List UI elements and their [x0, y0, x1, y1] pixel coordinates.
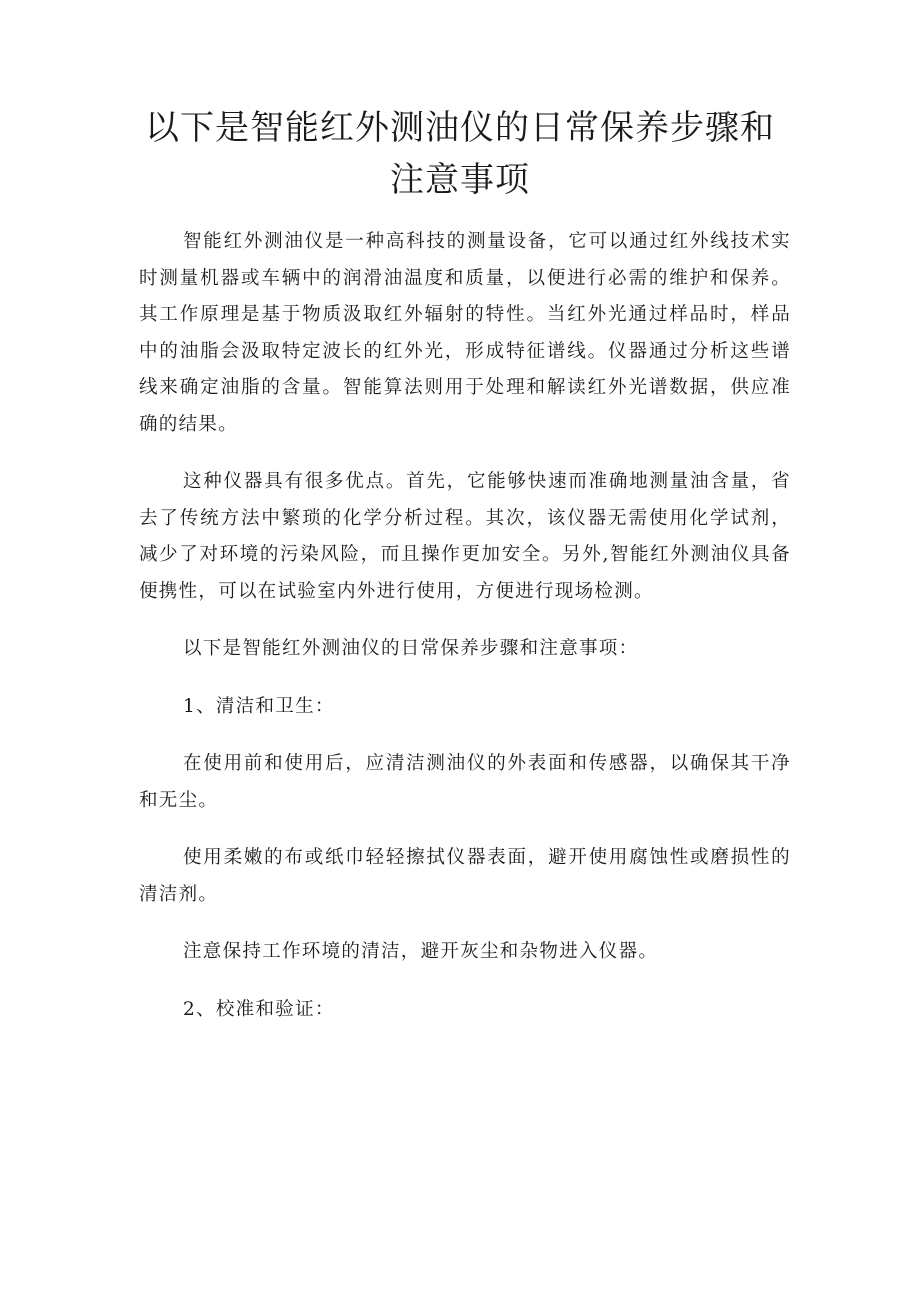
section-heading-calibration: 2、校准和验证： — [183, 998, 335, 1020]
paragraph-cleaning-1: 在使用前和使用后，应清洁测油仪的外表面和传感器，以确保其干净和无尘。 — [139, 753, 791, 811]
paragraph-steps-intro: 以下是智能红外测油仪的日常保养步骤和注意事项： — [183, 638, 639, 659]
paragraph-advantages: 这种仪器具有很多优点。首先，它能够快速而准确地测量油含量，省去了传统方法中繁琐的化学分析过程。其次，该仪器无需使用化学试剂，减少了对环境的污染风险，而且操作更加安全。另外,智能红外测油仪具备便携性，可以在试验室内外进行使用，方便进行现场检测。 — [139, 471, 791, 602]
document-body — [139, 224, 791, 1049]
document-title: 以下是智能红外测油仪的日常保养步骤和注意事项 — [145, 108, 775, 200]
section-heading-cleaning: 1、清洁和卫生： — [183, 695, 335, 717]
paragraph-cleaning-3: 注意保持工作环境的清洁，避开灰尘和杂物进入仪器。 — [183, 941, 659, 962]
paragraph-intro: 智能红外测油仪是一种高科技的测量设备，它可以通过红外线技术实时测量机器或车辆中的润滑油温度和质量，以便进行必需的维护和保养。其工作原理是基于物质汲取红外辐射的特性。当红外光通过样品时，样品中的油脂会汲取特定波长的红外光，形成特征谱线。仪器通过分析这些谱线来确定油脂的含量。智能算法则用于处理和解读红外光谱数据，供应准确的结果。 — [139, 231, 791, 435]
paragraph-cleaning-2: 使用柔嫩的布或纸巾轻轻擦拭仪器表面，避开使用腐蚀性或磨损性的清洁剂。 — [139, 847, 791, 905]
